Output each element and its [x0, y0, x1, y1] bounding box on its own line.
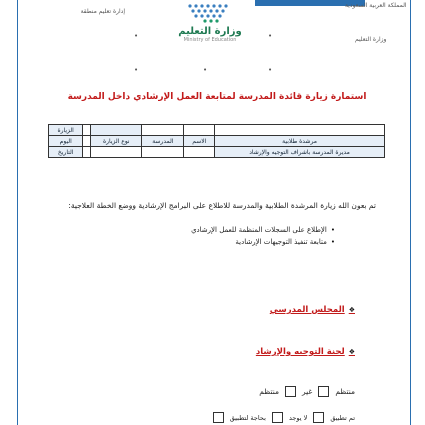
checkbox[interactable]	[213, 412, 224, 423]
table-cell: اليوم	[49, 136, 83, 147]
table-cell: نوع الزيارة	[91, 136, 142, 147]
table-cell: الزيارة	[49, 125, 83, 136]
table-row	[49, 147, 385, 158]
header-left: وزارة التعليم	[355, 36, 387, 43]
visit-info-table	[48, 124, 385, 158]
list-item	[235, 238, 335, 246]
table-cell[interactable]	[184, 147, 215, 158]
ministry-name-en: Ministry of Education	[183, 37, 237, 43]
table-cell: المدرسة	[142, 136, 184, 147]
list-item-text: متابعة تنفيذ التوجيهات الإرشادية	[235, 238, 327, 246]
table-cell[interactable]	[83, 125, 91, 136]
table-cell: مرشدة طلابية	[215, 136, 385, 147]
checkbox[interactable]	[318, 386, 329, 397]
option-label: غير	[301, 387, 313, 396]
checkbox[interactable]	[285, 386, 296, 397]
bullet-dot: •	[134, 32, 139, 40]
bullet-dot: •	[268, 32, 273, 40]
option-label: منتظم	[259, 387, 279, 396]
intro-text: تم بعون الله زيارة المرشدة الطلابية والمدرسة للاطلاع على البرامج الإرشادية ووضع الخطة العلاجية:	[68, 201, 376, 210]
table-row	[49, 125, 385, 136]
check-options-row	[259, 386, 355, 397]
option-label: تم تطبيق	[330, 413, 355, 422]
bullet-icon: •	[330, 226, 335, 234]
bullet-dot: •	[268, 66, 273, 74]
ministry-logo	[150, 0, 273, 43]
section-council	[270, 305, 355, 315]
section-committee	[256, 347, 355, 357]
checkbox[interactable]	[272, 412, 283, 423]
option-label: لا يوجد	[288, 413, 308, 422]
list-item-text: الإطلاع على السجلات المنظمة للعمل الإرشادي	[191, 226, 327, 234]
form-title: استمارة زيارة قائدة المدرسة لمتابعة العمل الإرشادي داخل المدرسة	[67, 92, 367, 102]
table-cell[interactable]	[184, 125, 215, 136]
table-cell: مديرة المدرسة باشراف التوجيه والإرشاد	[215, 147, 385, 158]
option-label: منتظم	[335, 387, 355, 396]
bullet-icon: •	[330, 238, 335, 246]
header-right: إدارة تعليم منطقة	[80, 8, 125, 15]
table-cell[interactable]	[142, 125, 184, 136]
bullet-dot: •	[203, 66, 208, 74]
table-row	[49, 136, 385, 147]
table-cell	[91, 125, 142, 136]
ministry-logo-icon	[170, 0, 250, 28]
table-cell[interactable]	[83, 147, 91, 158]
table-cell[interactable]	[83, 136, 91, 147]
table-cell[interactable]	[215, 125, 385, 136]
bullet-dot: •	[134, 66, 139, 74]
ministry-name: وزارة التعليم	[178, 26, 242, 37]
table-cell: الاسم	[184, 136, 215, 147]
table-cell[interactable]	[142, 147, 184, 158]
check-options-row-2	[213, 412, 355, 423]
page-border	[17, 0, 411, 425]
diamond-bullet-icon: ❖	[348, 348, 355, 356]
list-item	[191, 226, 335, 234]
section-title: لجنة التوجيه والإرشاد	[255, 347, 345, 357]
table-cell: التاريخ	[49, 147, 83, 158]
checkbox[interactable]	[313, 412, 324, 423]
diamond-bullet-icon: ❖	[348, 306, 355, 314]
option-label: بحاجة لتطبيق	[229, 413, 266, 422]
table-cell[interactable]	[91, 147, 142, 158]
header-top-left: المملكة العربية السعودية	[345, 2, 407, 9]
section-title: المجلس المدرسي	[269, 305, 345, 315]
